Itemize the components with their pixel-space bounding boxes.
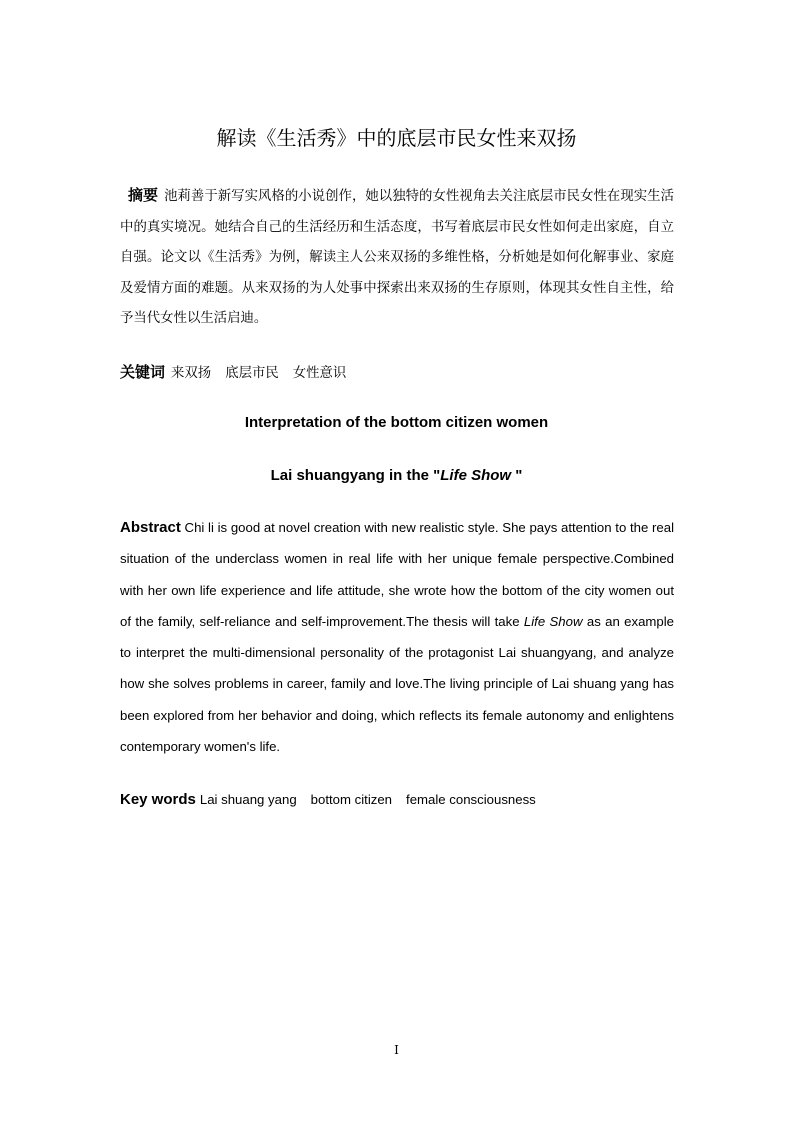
chinese-keyword: 来双扬 <box>171 366 212 381</box>
chinese-keywords-label: 关键词 <box>120 363 166 381</box>
english-title-line-2 <box>0 465 793 487</box>
english-title-italic: Life Show <box>440 467 512 484</box>
english-title-prefix: Lai shuangyang in the " <box>270 467 441 484</box>
english-abstract-label: Abstract <box>120 519 181 536</box>
english-abstract <box>120 512 674 762</box>
chinese-abstract-text: 池莉善于新写实风格的小说创作，她以独特的女性视角去关注底层市民女性在现实生活中的真实境况。她结合自己的生活经历和生活态度，书写着底层市民女性如何走出家庭，自立自强。论文以《生活秀》为例，解读主人公来双扬的多维性格，分析她是如何化解事业、家庭及爱情方面的难题。从来双扬的为人处事中探索出来双扬的生存原则，体现其女性自主性，给予当代女性以生活启迪。 <box>120 189 674 326</box>
english-keywords-label: Key words <box>120 791 196 808</box>
english-keyword: Lai shuang yang <box>199 792 297 807</box>
chinese-keyword: 底层市民 <box>225 366 279 381</box>
chinese-keyword: 女性意识 <box>292 366 347 381</box>
english-title-line-1: Interpretation of the bottom citizen women <box>244 414 549 431</box>
chinese-title: 解读《生活秀》中的底层市民女性来双扬 <box>216 126 577 150</box>
chinese-abstract <box>120 180 674 335</box>
chinese-abstract-label: 摘要 <box>128 186 159 204</box>
english-title-suffix: " <box>511 467 523 484</box>
english-abstract-text-2: as an example to interpret the multi-dimensional personality of the protagonist Lai shuangyang, and analyze how she solves problems in career, family and love.The living principle of Lai shuang yang has been explored from her behavior and doing, which reflects its female autonomy and enlightens contemporary women's life. <box>120 613 675 755</box>
english-abstract-text-1: Chi li is good at novel creation with new realistic style. She pays attention to the real situation of the underclass women in real life with her unique female perspective.Combined with her own life experience and life attitude, she wrote how the bottom of the city women out of the family, self-reliance and self-improvement.The thesis will take <box>120 520 674 629</box>
english-abstract-italic: Life Show <box>523 613 583 629</box>
english-keyword: female consciousness <box>406 792 536 807</box>
page-number: I <box>394 1043 399 1057</box>
english-keywords <box>120 786 674 814</box>
chinese-keywords <box>120 358 674 388</box>
english-keyword: bottom citizen <box>310 792 393 807</box>
